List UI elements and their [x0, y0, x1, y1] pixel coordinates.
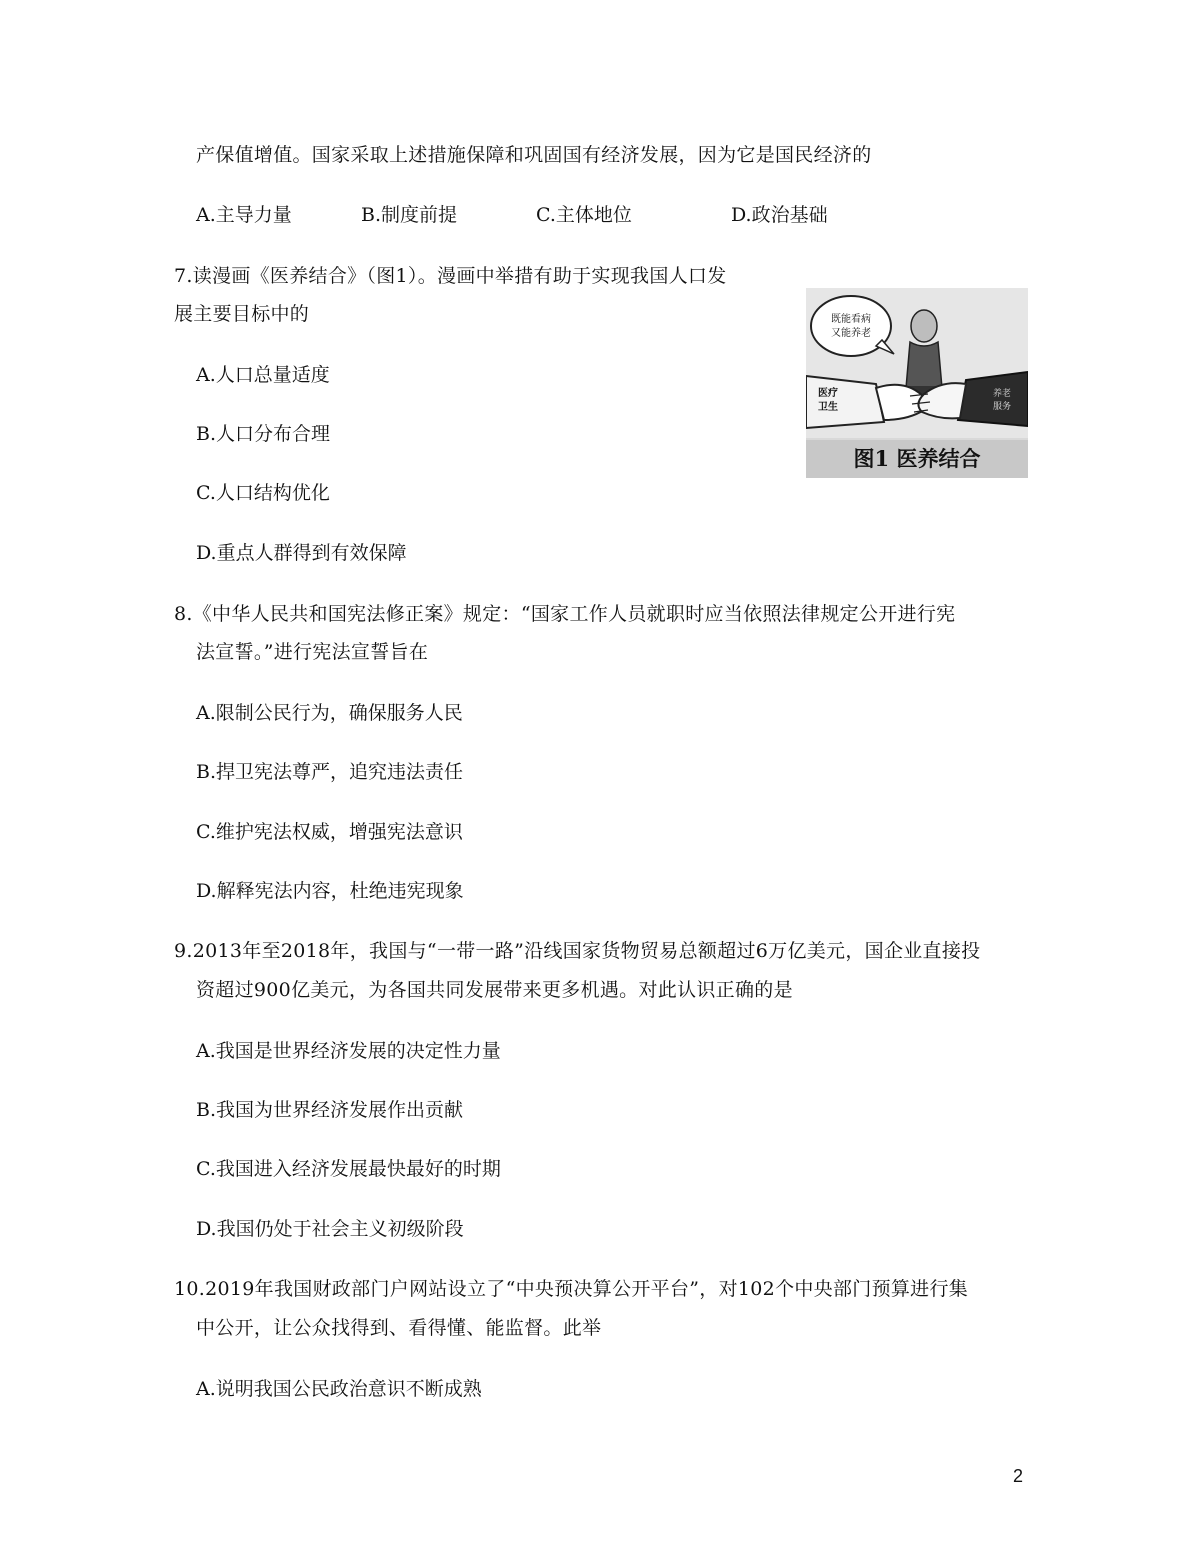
right-sleeve-line1: 养老	[992, 389, 1012, 399]
bubble-text-line1: 既能看病	[831, 314, 871, 325]
q6-stem-continuation: 产保值增值。国家采取上述措施保障和巩固国有经济发展，因为它是国民经济的	[196, 144, 872, 166]
q8-stem-line2: 法宣誓。”进行宪法宣誓旨在	[196, 641, 429, 663]
q7-option-d: D.重点人群得到有效保障	[196, 542, 407, 564]
q7-option-b: B.人口分布合理	[196, 423, 331, 445]
q6-option-d: D.政治基础	[731, 204, 828, 226]
q10-stem-line2: 中公开，让公众找得到、看得懂、能监督。此举	[196, 1317, 602, 1339]
q9-stem-line2: 资超过900亿美元，为各国共同发展带来更多机遇。对此认识正确的是	[196, 979, 793, 1001]
left-sleeve-line2: 卫生	[818, 402, 838, 413]
q7-stem-line1: 7.读漫画《医养结合》（图1）。漫画中举措有助于实现我国人口发	[174, 265, 727, 287]
q8-stem-line1: 8.《中华人民共和国宪法修正案》规定：“国家工作人员就职时应当依照法律规定公开进行宪	[174, 603, 956, 625]
q7-option-c: C.人口结构优化	[196, 482, 330, 504]
q6-option-b: B.制度前提	[361, 204, 458, 226]
bubble-text-line2: 又能养老	[831, 328, 871, 339]
q8-option-a: A.限制公民行为，确保服务人民	[196, 702, 463, 724]
figure-caption: 图1 医养结合	[853, 446, 981, 471]
right-sleeve-line2: 服务	[992, 402, 1012, 412]
q9-option-b: B.我国为世界经济发展作出贡献	[196, 1099, 464, 1121]
cartoon-figure	[806, 288, 1028, 478]
q9-stem-line1: 9.2013年至2018年，我国与“一带一路”沿线国家货物贸易总额超过6万亿美元，国企业直接投	[174, 940, 981, 962]
q7-stem-line2: 展主要目标中的	[174, 303, 310, 325]
q9-option-a: A.我国是世界经济发展的决定性力量	[196, 1040, 501, 1062]
q10-option-a: A.说明我国公民政治意识不断成熟	[196, 1378, 482, 1400]
q9-option-c: C.我国进入经济发展最快最好的时期	[196, 1158, 501, 1180]
q8-option-c: C.维护宪法权威，增强宪法意识	[196, 821, 463, 843]
left-sleeve-line1: 医疗	[818, 388, 838, 399]
q6-option-a: A.主导力量	[196, 204, 292, 226]
q8-option-b: B.捍卫宪法尊严，追究违法责任	[196, 761, 464, 783]
q8-option-d: D.解释宪法内容，杜绝违宪现象	[196, 880, 464, 902]
q6-option-c: C.主体地位	[536, 204, 632, 226]
q7-option-a: A.人口总量适度	[196, 364, 330, 386]
q9-option-d: D.我国仍处于社会主义初级阶段	[196, 1218, 464, 1240]
q10-stem-line1: 10.2019年我国财政部门户网站设立了“中央预决算公开平台”，对102个中央部门预算进行集	[174, 1278, 969, 1300]
page-number: 2	[1013, 1466, 1024, 1486]
